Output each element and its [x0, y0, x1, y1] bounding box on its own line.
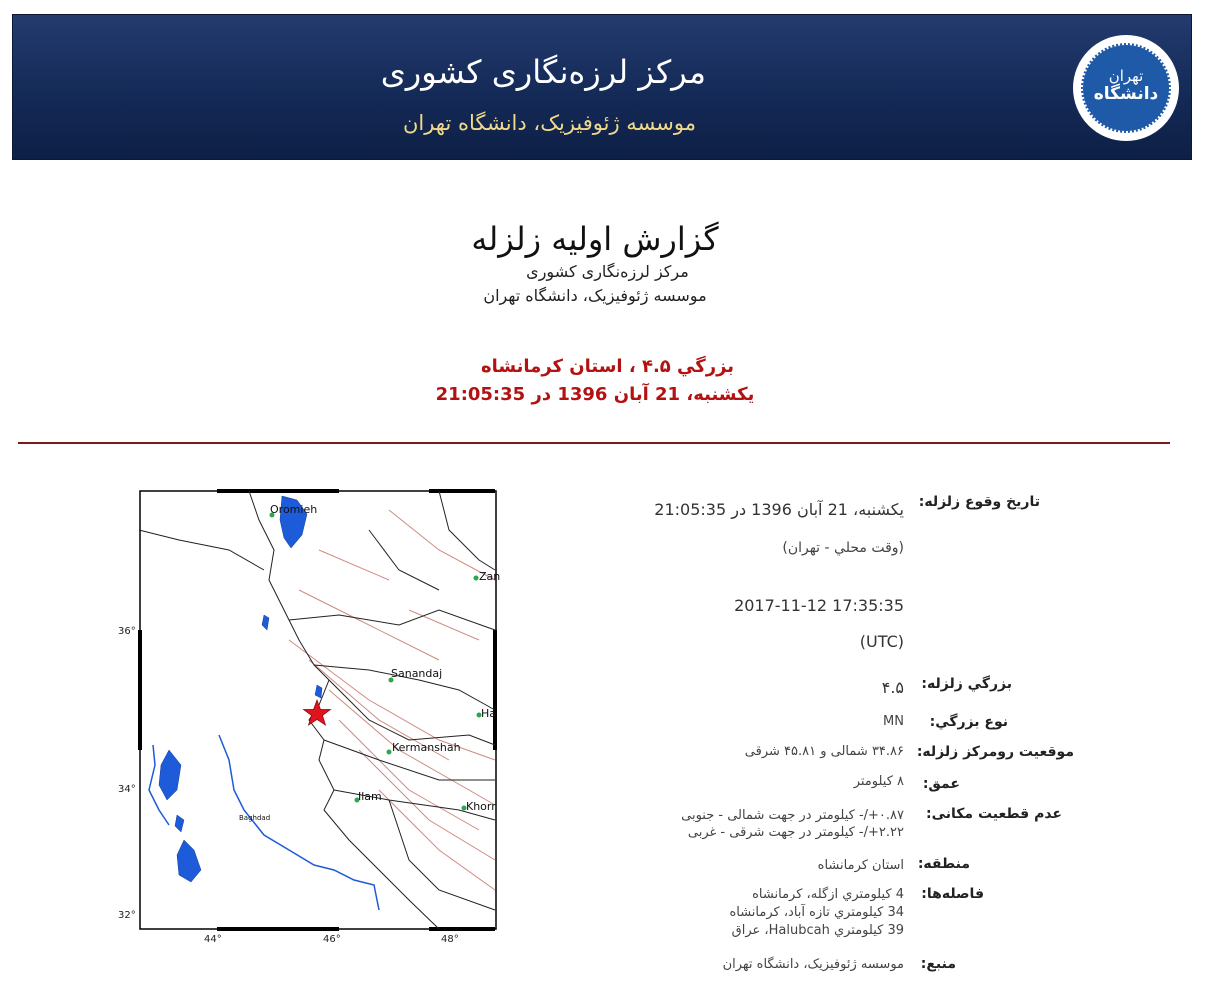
city-label-kermanshah: Kermanshah	[392, 741, 461, 754]
city-label-baghdad: Baghdad	[239, 814, 271, 822]
epicenter-location-value: ۳۴.۸۶ شمالی و ۴۵.۸۱ شرقی	[744, 744, 904, 759]
uncertainty-ew: ۲.۲۲+/- کیلومتر در جهت شرقی - غربی	[687, 825, 904, 840]
banner-title: مرکز لرزه‌نگاری کشوری	[380, 53, 706, 91]
distance-2: 34 کیلومتري تازه آباد، کرمانشاه	[729, 905, 904, 920]
city-label-sanandaj: Sanandaj	[391, 667, 443, 680]
lon-tick-46: 46°	[323, 934, 341, 945]
source-label: منبع:	[920, 956, 956, 972]
lat-tick-32: 32°	[118, 910, 136, 921]
headline-magnitude: بزرگي ۴.۵ ، استان کرمانشاه	[480, 356, 735, 377]
depth-value: ۸ کیلومتر	[853, 774, 904, 789]
banner-subtitle: موسسه ژئوفیزیک، دانشگاه تهران	[402, 111, 696, 135]
report-title: گزارش اولیه زلزله	[471, 220, 719, 258]
uncertainty-ns: ۰.۸۷+/- کیلومتر در جهت شمالی - جنوبی	[681, 808, 904, 823]
university-logo[interactable]	[1073, 35, 1179, 141]
city-label-oromieh: Oromieh	[270, 503, 318, 516]
depth-label: عمق:	[922, 776, 960, 792]
headline-datetime: یکشنبه، 21 آبان 1396 در 21:05:35	[435, 384, 755, 405]
magnitude-value: ۴.۵	[881, 678, 904, 697]
logo-text-top: تهران	[1108, 67, 1144, 85]
uncertainty-label: عدم قطعیت مکانی:	[926, 806, 1062, 822]
lon-tick-44: 44°	[204, 934, 222, 945]
date-value: یکشنبه، 21 آبان 1396 در 21:05:35	[654, 500, 904, 519]
report-subtitle-center: مرکز لرزه‌نگاری کشوری	[526, 262, 689, 281]
source-value: موسسه ژئوفیزیک، دانشگاه تهران	[722, 957, 904, 972]
map-axis-ticks	[100, 490, 520, 950]
lat-tick-34: 34°	[118, 784, 136, 795]
logo-emblem-icon	[1081, 43, 1171, 133]
epicenter-location-label: موقعيت رومرکز زلزله:	[916, 744, 1074, 760]
report-subtitle-institute: موسسه ژئوفیزیک، دانشگاه تهران	[483, 286, 707, 305]
utc-note: (UTC)	[859, 632, 904, 651]
date-label: تاریخ وقوع زلزله:	[918, 494, 1040, 510]
local-time-note: (وقت محلي - تهران)	[782, 540, 904, 556]
distances-label: فاصله‌ها:	[921, 886, 984, 902]
city-label-khorr: Khorr	[466, 800, 496, 813]
section-divider	[18, 442, 1170, 444]
distance-3: 39 کیلومتري Halubcah، عراق	[731, 923, 904, 938]
magnitude-type-value: MN	[883, 714, 904, 729]
lat-tick-36: 36°	[118, 626, 136, 637]
distance-1: 4 کیلومتري ازگله، کرمانشاه	[752, 887, 904, 902]
city-label-zan: Zan	[479, 570, 501, 583]
logo-text-bottom: دانشگاه	[1093, 84, 1159, 104]
city-label-ha: Ha	[481, 707, 497, 720]
city-label-ilam: Ilam	[358, 790, 382, 803]
region-label: منطقه:	[917, 856, 970, 872]
magnitude-label: بزرگي زلزله:	[921, 676, 1012, 692]
region-value: استان کرمانشاه	[817, 858, 904, 873]
magnitude-type-label: نوع بزرگي:	[929, 714, 1008, 730]
lon-tick-48: 48°	[441, 934, 459, 945]
header-banner	[12, 14, 1192, 160]
utc-value: 2017-11-12 17:35:35	[734, 596, 904, 615]
